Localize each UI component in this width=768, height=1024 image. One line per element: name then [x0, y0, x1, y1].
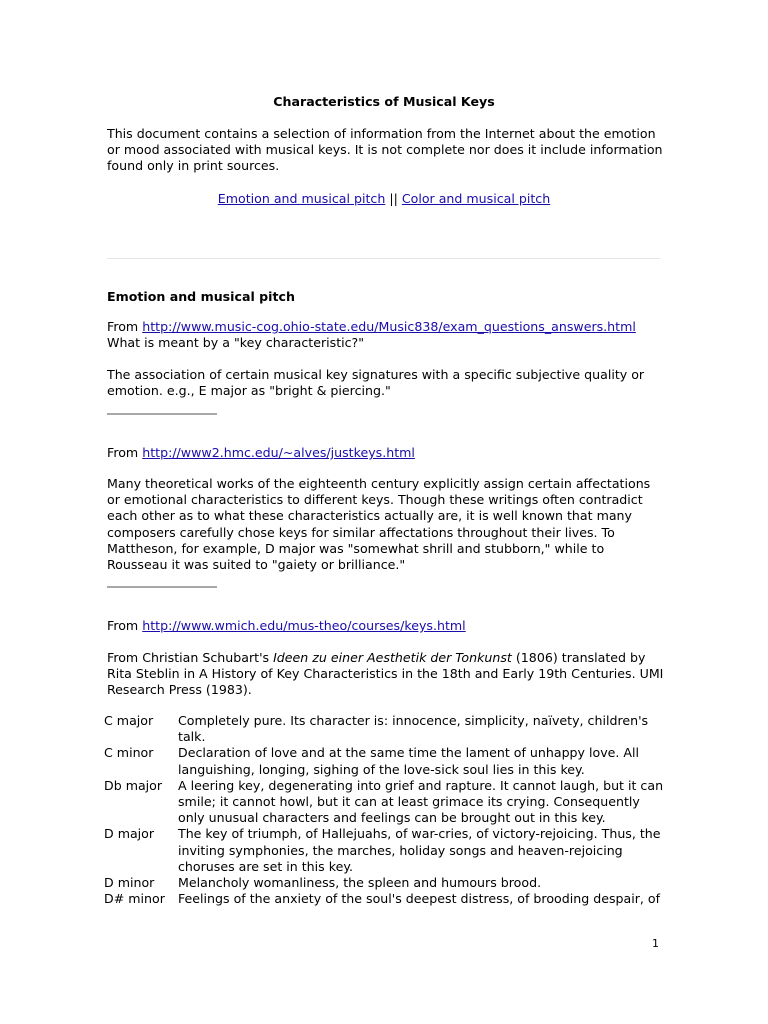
key-characteristics-list: [104, 713, 664, 907]
source1-answer: The association of certain musical key signatures with a specific subjective quality or emotion. e.g., E major as "bright & piercing.": [107, 367, 645, 399]
key-description: A leering key, degenerating into grief and rapture. It cannot laugh, but it can smile; it cannot howl, but it can at least grimace its crying. Consequently only unusual characters and feelings can be brought out in this key.: [178, 777, 664, 826]
intro-paragraph: This document contains a selection of information from the Internet about the emotion or mood associated with musical keys. It is not complete nor does it include information found only in print sources.: [107, 126, 663, 174]
source1-url[interactable]: http://www.music-cog.ohio-state.edu/Music838/exam_questions_answers.html: [142, 319, 636, 334]
nav-links: [0, 191, 768, 207]
key-description: The key of triumph, of Hallejuahs, of war-cries, of victory-rejoicing. Thus, the inviting symphonies, the marches, holiday songs and heaven-rejoicing choruses are set in this key.: [178, 826, 661, 874]
key-name: D minor: [104, 875, 155, 891]
key-row: [104, 891, 664, 907]
source1-from: From: [107, 319, 143, 334]
key-name: Db major: [104, 777, 163, 793]
link-emotion-pitch[interactable]: Emotion and musical pitch: [217, 191, 386, 206]
nav-separator: ||: [385, 191, 402, 206]
key-name: D major: [104, 826, 155, 842]
source1-question: What is meant by a "key characteristic?": [107, 335, 365, 351]
key-row: [104, 826, 664, 875]
key-row: [104, 713, 664, 745]
source2-url[interactable]: http://www2.hmc.edu/~alves/justkeys.html: [142, 445, 415, 460]
source2-text: Many theoretical works of the eighteenth century explicitly assign certain affectations or emotional characteristics to different keys. Though these writings often contradict each other as to what these characteristics actually are, it is well known that many composers carefully chose keys for similar affectations throughout their lives. To Mattheson, for example, D major was "somewhat shrill and stubborn," while to Rousseau it was suited to "gaiety or brilliance.": [107, 476, 651, 573]
short-divider-2: [107, 586, 217, 588]
source3-intro: [107, 650, 667, 699]
key-description: Completely pure. Its character is: innocence, simplicity, naïvety, children's talk.: [178, 713, 649, 745]
link-color-pitch[interactable]: Color and musical pitch: [401, 191, 551, 206]
section-divider: [107, 258, 660, 259]
short-divider-1: [107, 413, 217, 415]
source3-intro-pre: From Christian Schubart's: [107, 650, 274, 665]
source3-from: From: [107, 618, 143, 633]
page-title: Characteristics of Musical Keys: [273, 94, 495, 109]
page-number: 1: [652, 937, 659, 950]
key-row: [104, 778, 664, 827]
key-name: C major: [104, 713, 154, 728]
source3-intro-post: (1806) translated by Rita Steblin in A History of Key Characteristics in the 18th and Early 19th Centuries. UMI Research Press (1983).: [107, 650, 664, 698]
source2-from: From: [107, 445, 143, 460]
key-description: Melancholy womanliness, the spleen and humours brood.: [178, 875, 542, 891]
key-name: D# minor: [104, 891, 165, 907]
key-row: [104, 745, 664, 777]
key-name: C minor: [104, 745, 154, 761]
book-title: Ideen zu einer Aesthetik der Tonkunst: [273, 650, 512, 665]
key-row: [104, 875, 664, 891]
section-heading: Emotion and musical pitch: [107, 289, 295, 304]
source2-line: [107, 445, 667, 461]
key-description: Feelings of the anxiety of the soul's deepest distress, of brooding despair, of: [178, 891, 661, 907]
source1-block: [107, 319, 667, 351]
source3-url[interactable]: http://www.wmich.edu/mus-theo/courses/keys.html: [142, 618, 466, 633]
source1-line: [107, 319, 667, 335]
key-description: Declaration of love and at the same time the lament of unhappy love. All languishing, longing, sighing of the love-sick soul lies in this key.: [178, 745, 640, 777]
source3-line: [107, 618, 667, 634]
